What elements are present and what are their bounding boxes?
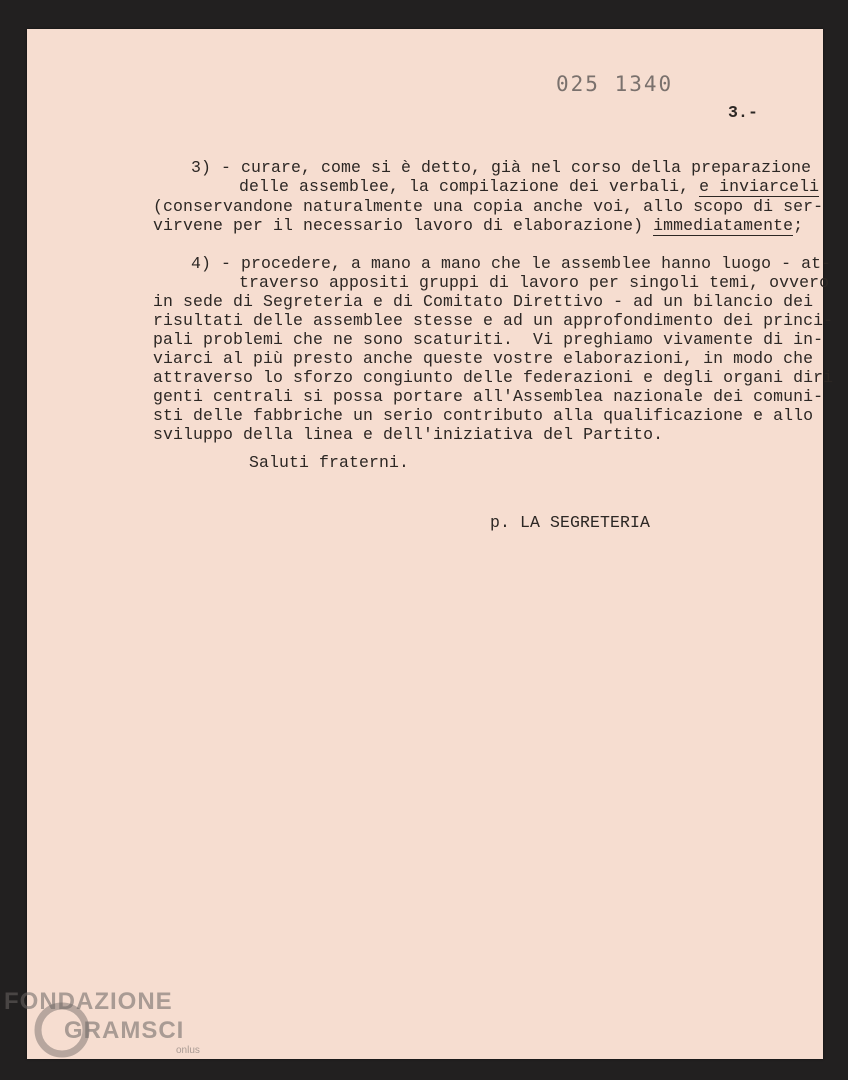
item-4-line-6: viarci al più presto anche queste vostre elaborazioni, in modo che	[153, 349, 814, 368]
closing-salutation: Saluti fraterni.	[249, 453, 410, 472]
watermark-line-1: FONDAZIONE	[4, 988, 173, 1015]
item-3-line-4-end: ;	[793, 216, 804, 235]
signature: p. LA SEGRETERIA	[490, 513, 651, 532]
item-3-line-4-text: virvene per il necessario lavoro di elaborazione)	[153, 216, 654, 235]
item-3-line-2	[239, 176, 819, 198]
item-3-line-4	[153, 215, 803, 237]
item-4-line-4: risultati delle assemblee stesse e ad un approfondimento dei princi-	[153, 311, 834, 330]
item-4-line-7: attraverso lo sforzo congiunto delle federazioni e degli organi diri	[153, 368, 834, 387]
item-3-line-2-text: delle assemblee, la compilazione dei verbali,	[239, 177, 700, 196]
page-number: 3.-	[728, 103, 759, 122]
fondazione-gramsci-logo	[0, 984, 240, 1080]
item-4-line-8: genti centrali si possa portare all'Assemblea nazionale dei comuni-	[153, 387, 824, 406]
underlined-immediatamente: immediatamente	[653, 216, 794, 235]
archive-stamp-number: 025 1340	[556, 72, 674, 96]
watermark-line-2: GRAMSCI	[64, 1017, 185, 1044]
item-3-line-3: (conservandone naturalmente una copia anche voi, allo scopo di ser-	[153, 197, 824, 216]
underlined-inviarceli: e inviarceli	[699, 177, 820, 196]
item-3-line-1: 3) - curare, come si è detto, già nel corso della preparazione	[191, 158, 812, 177]
item-4-line-5: pali problemi che ne sono scaturiti. Vi preghiamo vivamente di in-	[153, 330, 824, 349]
item-4-line-10: sviluppo della linea e dell'iniziativa del Partito.	[153, 425, 664, 444]
watermark-line-3: onlus	[176, 1045, 200, 1056]
item-4-line-1: 4) - procedere, a mano a mano che le assemblee hanno luogo - at-	[191, 254, 832, 273]
item-4-line-9: sti delle fabbriche un serio contributo alla qualificazione e allo	[153, 406, 814, 425]
item-4-line-3: in sede di Segreteria e di Comitato Direttivo - ad un bilancio dei	[153, 292, 814, 311]
item-4-line-2: traverso appositi gruppi di lavoro per singoli temi, ovvero	[239, 273, 830, 292]
